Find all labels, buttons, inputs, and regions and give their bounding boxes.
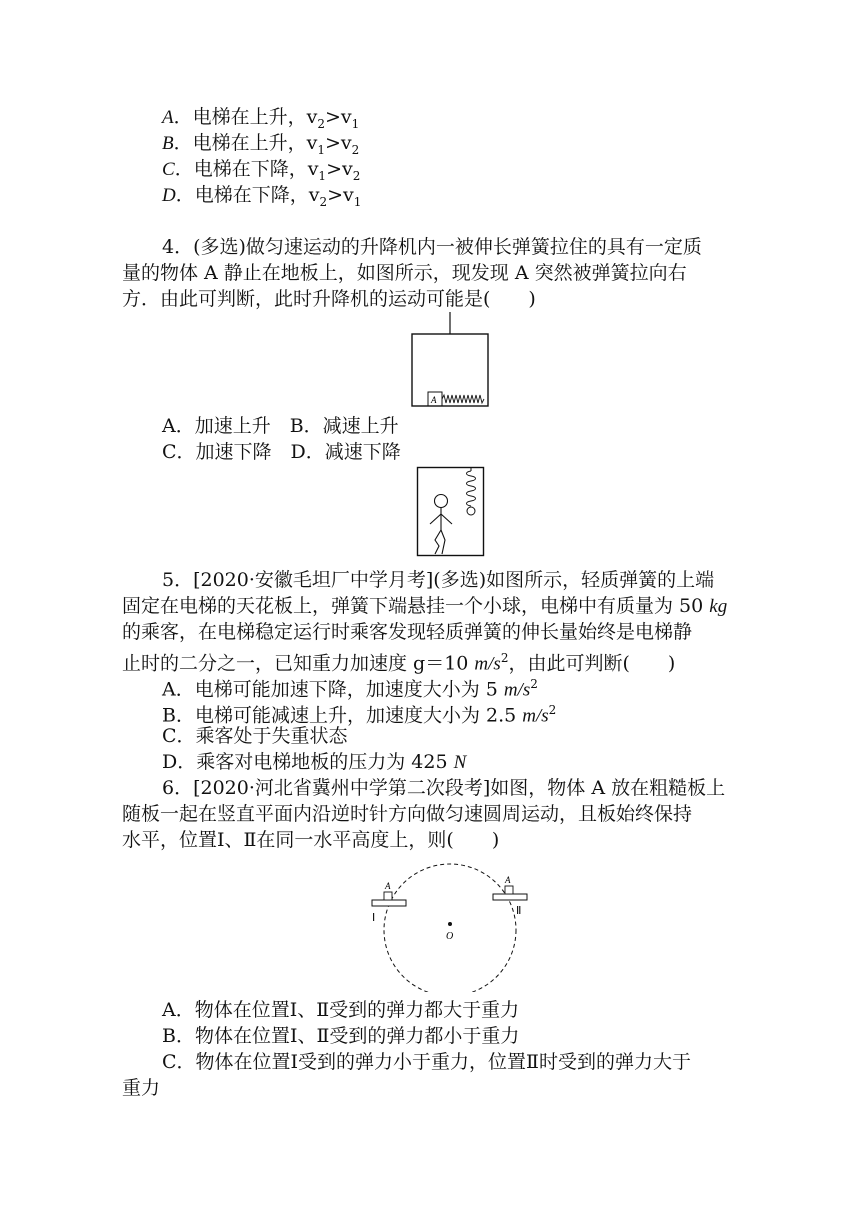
label-position-ii: Ⅱ xyxy=(516,905,522,917)
block-a-position-i xyxy=(384,892,392,900)
q5-option-d: D．乘客对电梯地板的压力为 425 N xyxy=(162,751,467,773)
block-a-position-ii xyxy=(505,886,513,894)
q3-option-d: D．电梯在下降，$v_2>v_1$ xyxy=(162,184,362,209)
label-position-i: Ⅰ xyxy=(372,912,376,924)
q4-options-row-1: A．加速上升 B．减速上升 xyxy=(162,415,399,437)
q4-stem-line-2: 量的物体 A 静止在地板上，如图所示，现发现 A 突然被弹簧拉向右 xyxy=(122,262,687,284)
spring xyxy=(442,395,484,403)
q4-options-row-2: C．加速下降 D．减速下降 xyxy=(162,441,401,463)
board-position-ii xyxy=(493,894,527,900)
q5-stem-line-1: 5．[2020·安徽毛坦厂中学月考](多选)如图所示，轻质弹簧的上端 xyxy=(162,569,715,591)
label-center-o: O xyxy=(446,931,454,942)
board-position-i xyxy=(372,900,406,906)
q3-option-b: B．电梯在上升，$v_1>v_2$ xyxy=(162,132,360,157)
center-point xyxy=(448,922,452,926)
passenger-right-leg xyxy=(441,530,445,554)
q5-option-b: B．电梯可能减速上升，加速度大小为 2.5 $m/s^2$ xyxy=(162,703,557,727)
label-a-position-ii: A xyxy=(505,875,511,885)
q4-stem-line-3: 方．由此可判断，此时升降机的运动可能是( ) xyxy=(122,288,536,310)
q6-stem-line-2: 随板一起在竖直平面内沿逆时针方向做匀速圆周运动，且板始终保持 xyxy=(122,803,693,825)
q6-option-c-line-2: 重力 xyxy=(122,1077,161,1099)
q5-option-c: C．乘客处于失重状态 xyxy=(162,725,348,747)
q3-option-a: A．电梯在上升，$v_2>v_1$ xyxy=(162,106,360,131)
q3-option-c: C．电梯在下降，$v_1>v_2$ xyxy=(162,158,361,183)
q5-stem-line-4: 止时的二分之一，已知重力加速度 g＝10 $m/s^2$，由此可判断( ) xyxy=(122,651,676,675)
circular-path xyxy=(384,864,516,992)
passenger-left-arm xyxy=(430,514,441,524)
elevator-box xyxy=(412,334,488,406)
q6-option-c-line-1: C．物体在位置Ⅰ受到的弹力小于重力，位置Ⅱ时受到的弹力大于 xyxy=(162,1051,691,1073)
q4-stem-line-1: 4．(多选)做匀速运动的升降机内一被伸长弹簧拉住的具有一定质 xyxy=(162,236,702,258)
block-a-label: A xyxy=(431,395,437,405)
q6-option-a: A．物体在位置Ⅰ、Ⅱ受到的弹力都大于重力 xyxy=(162,999,520,1021)
spring xyxy=(467,471,476,506)
elevator-passenger-figure xyxy=(416,466,486,558)
q5-stem-line-2: 固定在电梯的天花板上，弹簧下端悬挂一个小球，电梯中有质量为 50 kg xyxy=(122,595,728,617)
q6-option-b: B．物体在位置Ⅰ、Ⅱ受到的弹力都小于重力 xyxy=(162,1025,520,1047)
passenger-left-leg xyxy=(435,530,441,554)
q6-stem-line-3: 水平，位置Ⅰ、Ⅱ在同一水平高度上，则( ) xyxy=(122,829,500,851)
passenger-right-arm xyxy=(441,514,452,524)
circular-motion-figure xyxy=(368,862,548,992)
label-a-position-i: A xyxy=(385,881,391,891)
elevator-spring-figure xyxy=(405,312,495,412)
passenger-head xyxy=(435,495,448,508)
q5-option-a: A．电梯可能加速下降，加速度大小为 5 $m/s^2$ xyxy=(162,677,538,701)
q6-stem-line-1: 6．[2020·河北省冀州中学第二次段考]如图，物体 A 放在粗糙板上 xyxy=(162,777,726,799)
q5-stem-line-3: 的乘客，在电梯稳定运行时乘客发现轻质弹簧的伸长量始终是电梯静 xyxy=(122,621,693,643)
ball xyxy=(467,507,475,515)
